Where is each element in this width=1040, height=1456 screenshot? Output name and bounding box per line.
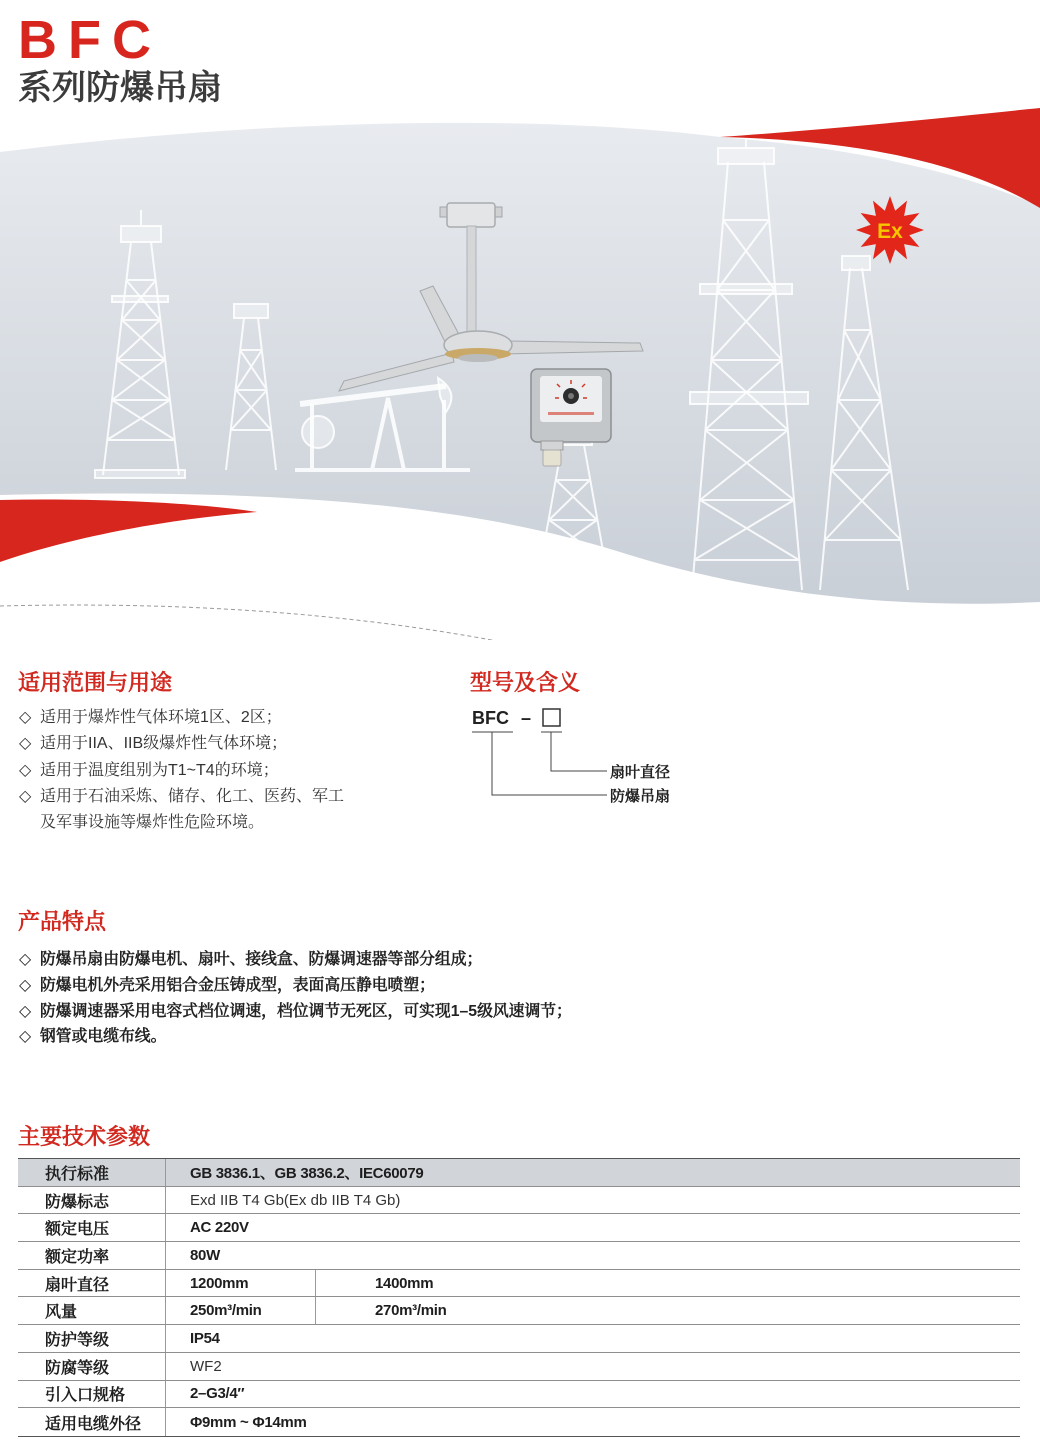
list-item-text: 防爆调速器采用电容式档位调速，档位调节无死区，可实现1–5级风速调节； bbox=[40, 1002, 572, 1020]
spec-label: 防腐等级 bbox=[18, 1353, 166, 1380]
spec-value: 250m³/min bbox=[166, 1297, 316, 1324]
connector-product-name bbox=[492, 732, 607, 795]
model-placeholder-box bbox=[543, 709, 560, 726]
table-row bbox=[18, 1325, 1020, 1353]
hero-gray-background bbox=[0, 123, 1040, 604]
spec-value: IP54 bbox=[190, 1329, 220, 1347]
brand-logo-text: BFC bbox=[18, 10, 162, 70]
spec-value: 1400mm bbox=[375, 1274, 434, 1292]
spec-label: 扇叶直径 bbox=[18, 1270, 166, 1297]
dashed-divider-curve bbox=[0, 605, 1040, 640]
spec-label: 额定电压 bbox=[18, 1214, 166, 1241]
bullet-diamond-icon: ◇ bbox=[19, 951, 32, 968]
features-section-title: 产品特点 bbox=[18, 909, 107, 934]
list-item bbox=[18, 947, 918, 973]
bullet-diamond-icon: ◇ bbox=[19, 735, 32, 753]
table-row bbox=[18, 1159, 1020, 1187]
model-label-product: 防爆吊扇 bbox=[610, 788, 671, 805]
list-item-text: 防爆吊扇由防爆电机、扇叶、接线盒、防爆调速器等部分组成； bbox=[40, 951, 483, 968]
list-item-text: 适用于温度组别为T1~T4的环境； bbox=[40, 761, 279, 779]
table-row bbox=[18, 1187, 1020, 1215]
bullet-diamond-icon: ◇ bbox=[19, 976, 32, 994]
table-row bbox=[18, 1214, 1020, 1242]
table-row bbox=[18, 1353, 1020, 1381]
table-row bbox=[18, 1408, 1020, 1436]
list-item-text: 防爆电机外壳采用铝合金压铸成型，表面高压静电喷塑； bbox=[40, 976, 435, 994]
spec-label: 额定功率 bbox=[18, 1242, 166, 1269]
spec-label: 风量 bbox=[18, 1297, 166, 1324]
scope-list bbox=[18, 705, 352, 836]
ex-mark-text: Ex bbox=[877, 220, 903, 243]
spec-label: 适用电缆外径 bbox=[18, 1408, 166, 1436]
list-item bbox=[18, 705, 352, 731]
spec-value: Φ9mm ~ Φ14mm bbox=[190, 1413, 307, 1431]
bullet-diamond-icon: ◇ bbox=[19, 761, 32, 779]
spec-table bbox=[18, 1158, 1020, 1437]
list-item-text: 适用于IIA、IIB级爆炸性气体环境； bbox=[40, 735, 288, 753]
model-code: BFC bbox=[472, 708, 509, 728]
list-item bbox=[18, 731, 352, 757]
spec-value: GB 3836.1、GB 3836.2、IEC60079 bbox=[190, 1164, 424, 1182]
list-item-text: 适用于石油采炼、储存、化工、医药、军工及军事设施等爆炸性危险环境。 bbox=[40, 787, 345, 832]
spec-value: AC 220V bbox=[190, 1219, 249, 1237]
fan-junction-box bbox=[447, 203, 495, 227]
spec-value: 1200mm bbox=[166, 1270, 316, 1297]
model-label-blade-diameter: 扇叶直径 bbox=[610, 764, 671, 781]
list-item bbox=[18, 784, 352, 837]
connector-blade-diameter bbox=[551, 732, 607, 771]
bullet-diamond-icon: ◇ bbox=[19, 1028, 32, 1046]
bullet-diamond-icon: ◇ bbox=[19, 787, 32, 805]
table-row bbox=[18, 1242, 1020, 1270]
list-item-text: 适用于爆炸性气体环境1区、2区； bbox=[40, 709, 282, 726]
bullet-diamond-icon: ◇ bbox=[19, 709, 32, 726]
spec-value: WF2 bbox=[190, 1357, 222, 1375]
fan-downrod bbox=[467, 226, 476, 338]
spec-value: 80W bbox=[190, 1246, 220, 1264]
model-section-title: 型号及含义 bbox=[470, 670, 581, 695]
list-item bbox=[18, 758, 352, 784]
spec-label: 执行标准 bbox=[18, 1159, 166, 1186]
spec-label: 引入口规格 bbox=[18, 1381, 166, 1408]
table-row bbox=[18, 1270, 1020, 1298]
spec-value: 270m³/min bbox=[375, 1302, 447, 1320]
features-list bbox=[18, 947, 918, 1050]
scope-section-title: 适用范围与用途 bbox=[18, 670, 173, 695]
bullet-diamond-icon: ◇ bbox=[19, 1002, 32, 1020]
spec-value: 2–G3/4″ bbox=[190, 1385, 245, 1403]
red-swoosh-left bbox=[0, 500, 257, 562]
controller-cable-gland bbox=[543, 450, 561, 466]
spec-label: 防护等级 bbox=[18, 1325, 166, 1352]
list-item bbox=[18, 973, 918, 999]
spec-label: 防爆标志 bbox=[18, 1187, 166, 1214]
spec-value: Exd IIB T4 Gb(Ex db IIB T4 Gb) bbox=[190, 1191, 401, 1209]
table-row bbox=[18, 1381, 1020, 1409]
list-item bbox=[18, 1024, 918, 1050]
model-dash: – bbox=[521, 708, 532, 728]
list-item bbox=[18, 999, 918, 1025]
specs-section-title: 主要技术参数 bbox=[18, 1124, 151, 1149]
table-row bbox=[18, 1297, 1020, 1325]
list-item-text: 钢管或电缆布线。 bbox=[40, 1028, 167, 1046]
page-title: 系列防爆吊扇 bbox=[18, 69, 222, 107]
